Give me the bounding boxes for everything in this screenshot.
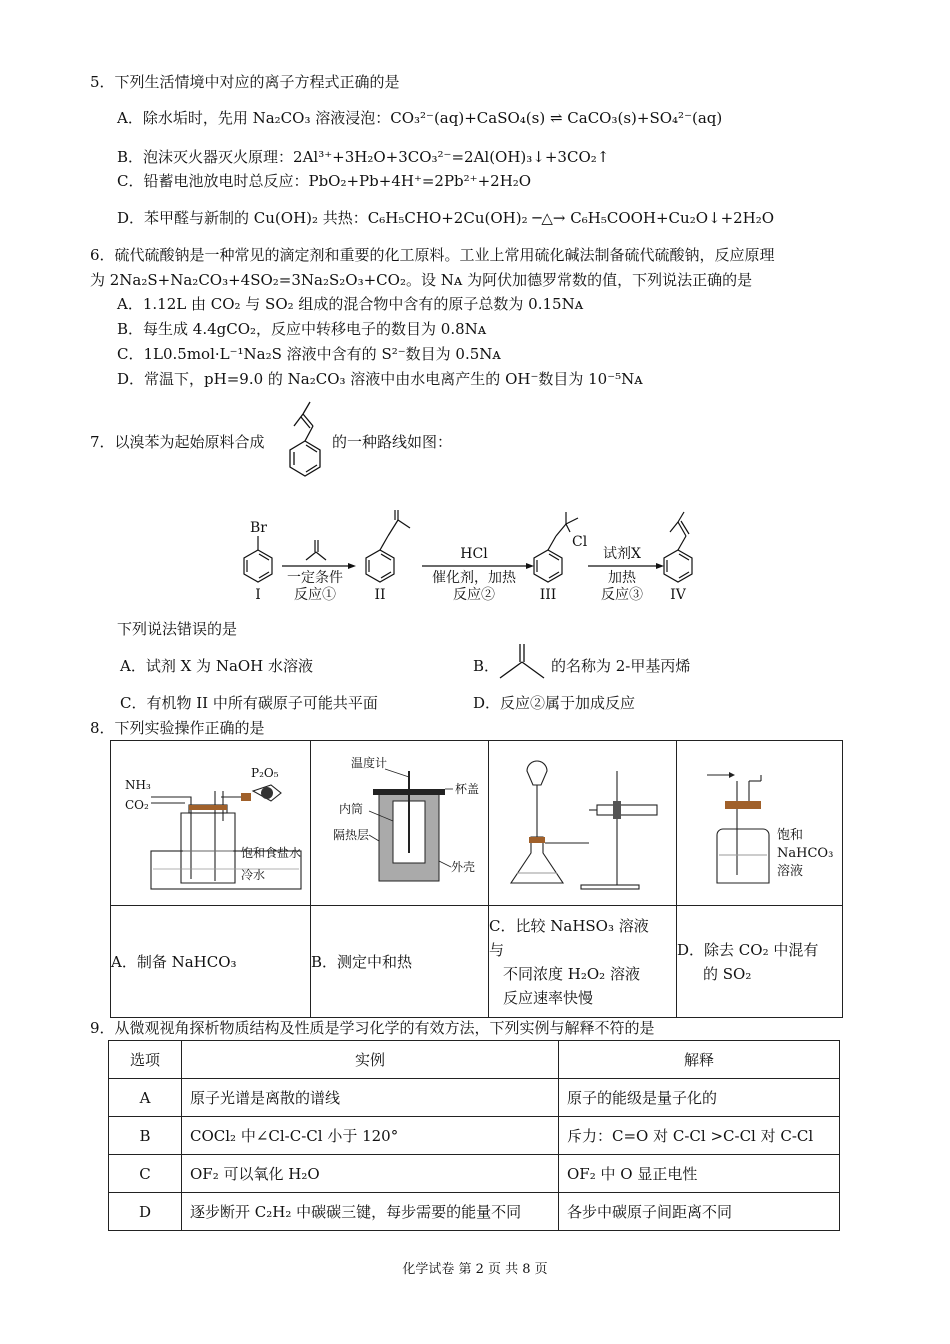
scheme-r3-reagent: 试剂X [603,546,641,562]
row-option: B [109,1117,182,1155]
q6-option-d: D．常温下，pH=9.0 的 Na₂CO₃ 溶液中由水电离产生的 OH⁻数目为 10⁻⁵Nᴀ [117,370,643,388]
q5-option-d: D．苯甲醛与新制的 Cu(OH)₂ 共热：C₆H₅CHO+2Cu(OH)₂ ─△→ C₆H₅COOH+Cu₂O↓+2H₂O [117,209,775,227]
scheme-r1-name: 反应① [294,587,336,603]
table-row [109,1117,840,1155]
q8-figure-a-cell [111,741,311,906]
row-example: 逐步断开 C₂H₂ 中碳碳三键，每步需要的能量不同 [182,1193,559,1231]
row-explanation: 各步中碳原子间距离不同 [559,1193,840,1231]
scheme-r2-condition: 催化剂，加热 [432,570,516,586]
q8-experiment-table [110,740,843,1018]
table-row [109,1155,840,1193]
caption-d-line1: D．除去 CO₂ 中混有 [677,940,819,959]
q7-option-d: D．反应②属于加成反应 [473,694,636,712]
lid-label: 杯盖 [455,782,480,796]
caption-c-line3: 不同浓度 H₂O₂ 溶液 [503,964,640,983]
table-row [109,1079,840,1117]
q7-stem-a: 7．以溴苯为起始原料合成 [90,433,265,451]
co2-label: CO₂ [125,798,149,812]
row-example: OF₂ 可以氧化 H₂O [182,1155,559,1193]
row-example: COCl₂ 中∠Cl-C-Cl 小于 120° [182,1117,559,1155]
p2o5-label: P₂O₅ [251,766,279,780]
q9-table [108,1040,840,1231]
header-explanation: 解释 [559,1041,840,1079]
q8-stem: 8．下列实验操作正确的是 [90,719,265,737]
q8-caption-b: B．测定中和热 [311,906,489,1018]
solution-label: 溶液 [777,864,804,879]
q7-option-b-prefix: B． [473,657,500,675]
caption-c-line1: C．比较 NaHSO₃ 溶液 [489,916,649,935]
row-explanation: 斥力：C=O 对 C-Cl >C-Cl 对 C-Cl [559,1117,840,1155]
scheme-label-4: IV [670,587,686,603]
row-option: C [109,1155,182,1193]
shell-label: 外壳 [451,860,476,874]
cold-water-label: 冷水 [241,868,266,882]
scheme-r1-condition: 一定条件 [287,570,343,586]
table-row [109,1193,840,1231]
apparatus-c [489,741,676,901]
scheme-label-2: II [374,587,386,603]
brine-label: 饱和食盐水 [241,846,302,860]
q5-option-b: B．泡沫灭火器灭火原理：2Al³⁺+3H₂O+3CO₃²⁻=2Al(OH)₃↓+3CO₂↑ [117,148,610,166]
page-footer: 化学试卷 第 2 页 共 8 页 [402,1262,548,1277]
q6-option-c: C．1L0.5mol·L⁻¹Na₂S 溶液中含有的 S²⁻数目为 0.5Nᴀ [117,345,501,363]
q8-figure-b-cell [311,741,489,906]
row-example: 原子光谱是离散的谱线 [182,1079,559,1117]
scheme-label-1: I [255,587,261,603]
header-option: 选项 [109,1041,182,1079]
caption-c-line4: 反应速率快慢 [503,988,594,1007]
q5-option-c: C．铅蓄电池放电时总反应：PbO₂+Pb+4H⁺=2Pb²⁺+2H₂O [117,172,532,190]
nahco3-label: NaHCO₃ [777,846,834,861]
isobutene-structure [496,640,548,684]
q6-stem-line2: 为 2Na₂S+Na₂CO₃+4SO₂=3Na₂S₂O₃+CO₂。设 Nᴀ 为阿伏加德罗常数的值，下列说法正确的是 [90,271,753,289]
target-molecule-structure [280,400,330,482]
nh3-label: NH₃ [125,778,151,792]
q7-option-b-suffix: 的名称为 2-甲基丙烯 [551,657,691,675]
table-header-row [109,1041,840,1079]
scheme-r2-name: 反应② [453,587,495,603]
scheme-r3-name: 反应③ [601,587,643,603]
q5-stem: 5．下列生活情境中对应的离子方程式正确的是 [90,73,400,91]
saturated-label: 饱和 [777,828,804,843]
header-example: 实例 [182,1041,559,1079]
inner-cup-label: 内筒 [339,802,364,816]
q5-option-a: A．除水垢时，先用 Na₂CO₃ 溶液浸泡：CO₃²⁻(aq)+CaSO₄(s) ⇌ CaCO₃(s)+SO₄²⁻(aq) [117,109,723,127]
scheme-cl-label: Cl [572,534,588,550]
q8-figure-d-cell [677,741,843,906]
row-explanation: OF₂ 中 O 显正电性 [559,1155,840,1193]
apparatus-a [111,741,310,901]
scheme-r3-condition: 加热 [608,570,636,586]
q7-option-c: C．有机物 II 中所有碳原子可能共平面 [120,694,378,712]
q6-option-b: B．每生成 4.4gCO₂，反应中转移电子的数目为 0.8Nᴀ [117,320,487,338]
row-option: A [109,1079,182,1117]
scheme-r2-reagent: HCl [460,546,488,562]
q7-substem: 下列说法错误的是 [117,620,238,638]
row-option: D [109,1193,182,1231]
thermometer-label: 温度计 [351,756,388,770]
q9-stem: 9．从微观视角探析物质结构及性质是学习化学的有效方法，下列实例与解释不符的是 [90,1019,655,1037]
q7-option-a: A．试剂 X 为 NaOH 水溶液 [120,657,314,675]
apparatus-d [677,741,842,901]
q8-caption-d [677,906,843,1018]
q8-caption-a: A．制备 NaHCO₃ [111,906,311,1018]
q7-stem-b: 的一种路线如图： [332,433,453,451]
row-explanation: 原子的能级是量子化的 [559,1079,840,1117]
scheme-br-label: Br [250,520,267,536]
caption-c-line2: 与 [489,940,505,959]
insulation-label: 隔热层 [333,828,370,842]
caption-d-line2: 的 SO₂ [703,964,752,983]
q6-option-a: A．1.12L 由 CO₂ 与 SO₂ 组成的混合物中含有的原子总数为 0.15Nᴀ [117,295,584,313]
scheme-label-3: III [539,587,557,603]
q6-stem-line1: 6．硫代硫酸钠是一种常见的滴定剂和重要的化工原料。工业上常用硫化碱法制备硫代硫酸钠，反应原理 [90,246,775,264]
q8-caption-c [489,906,677,1018]
q8-figure-c-cell [489,741,677,906]
synthesis-scheme [230,510,710,610]
apparatus-b [311,741,488,901]
